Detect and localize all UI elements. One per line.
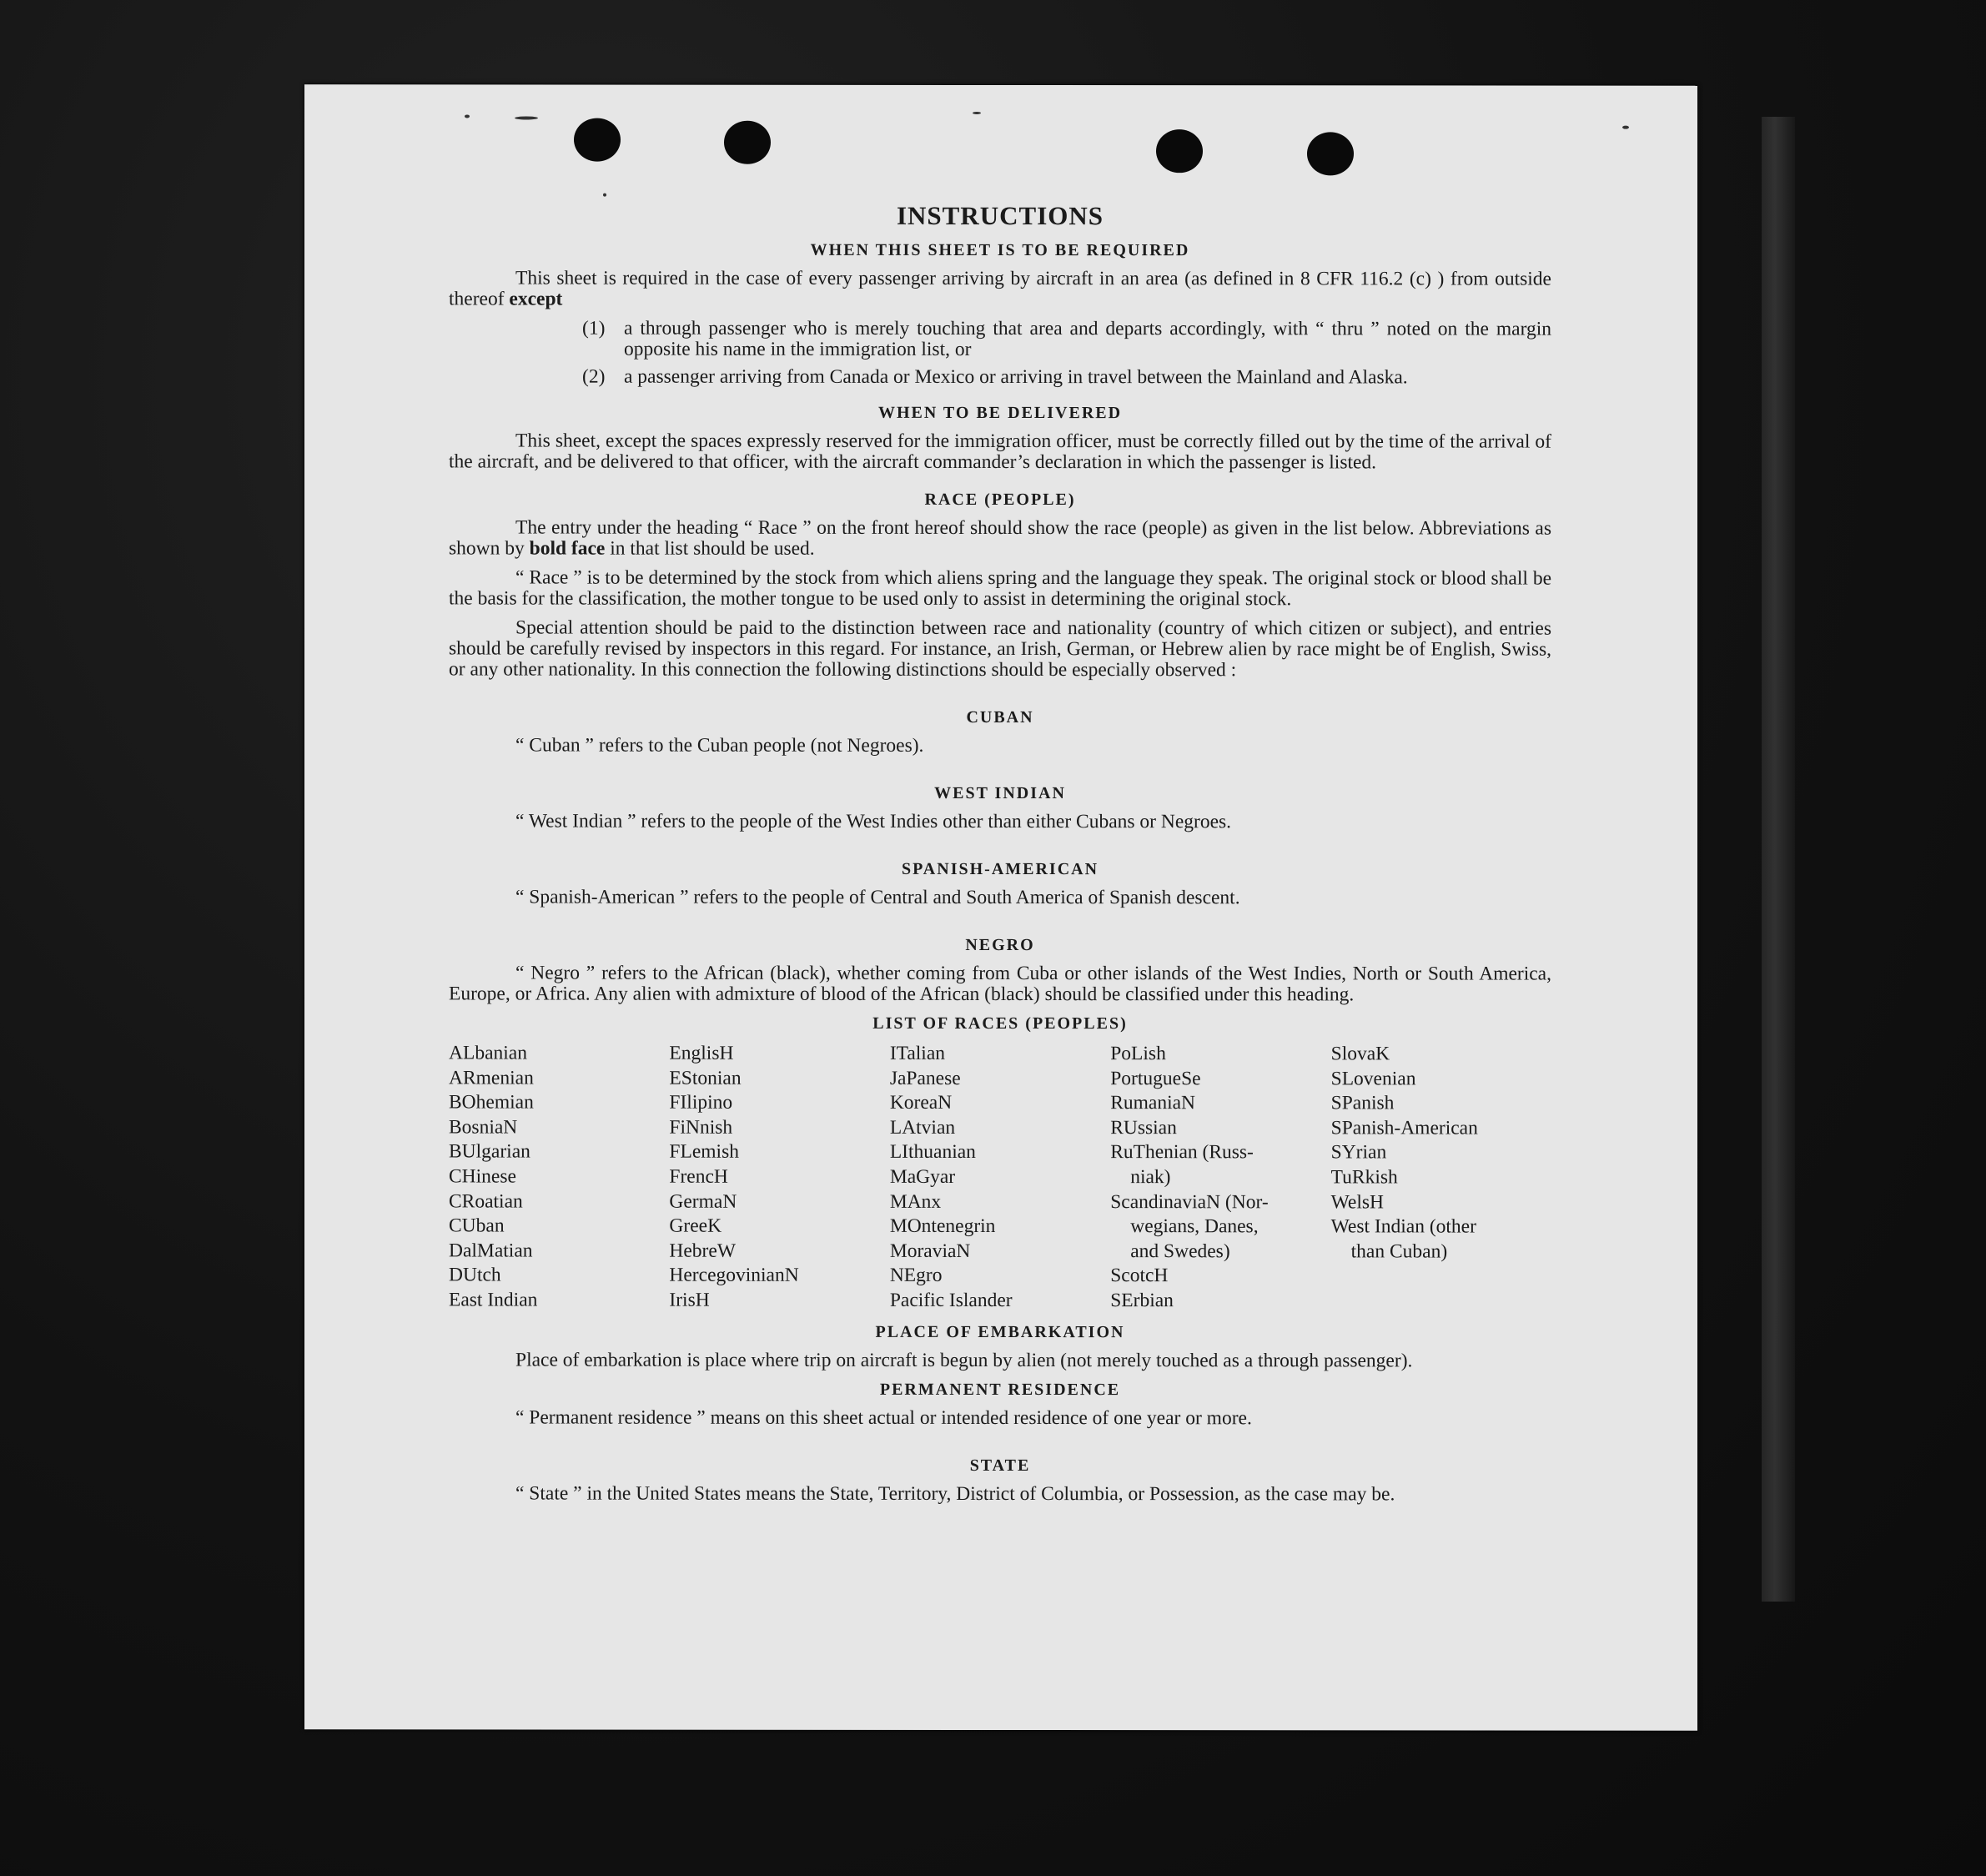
race-entry: SPanish-American (1330, 1117, 1478, 1139)
races-column-2 (669, 1042, 889, 1314)
heading-permanent-residence: PERMANENT RESIDENCE (879, 1380, 1121, 1399)
punch-hole (724, 121, 771, 164)
race-entry: CRoatian (449, 1189, 523, 1213)
spanish-american-text: “ Spanish-American ” refers to the people of Central and South America of Spanish descent. (515, 886, 1240, 909)
race-entry: RumaniaN (1110, 1092, 1196, 1114)
race-entry: DUtch (449, 1264, 501, 1286)
race-entry: FLemish (669, 1141, 739, 1164)
race-entry: KoreaN (889, 1092, 953, 1114)
scan-edge-strip (1762, 117, 1795, 1602)
race-entry: PortugueSe (1110, 1067, 1201, 1089)
heading-west-indian: WEST INDIAN (934, 783, 1066, 803)
race-entry: GreeK (669, 1215, 722, 1237)
race-entry: JaPanese (889, 1067, 961, 1089)
race-entry: RuThenian (Russ- (1110, 1141, 1254, 1164)
races-column-5 (1331, 1042, 1551, 1314)
race-entry: WelsH (1330, 1190, 1384, 1213)
race-entry: FrencH (669, 1165, 728, 1188)
race-entry: LAtvian (889, 1116, 956, 1139)
race-entry: West Indian (other (1330, 1215, 1476, 1238)
race-entry: PoLish (1110, 1043, 1166, 1065)
ink-speck (603, 194, 606, 197)
exception-item-1: (1) a through passenger who is merely touching that area and departs accordingly, with “ thru ” noted on the margin opposite his name in the immigration list, or (582, 317, 1551, 360)
race-entry: ALbanian (449, 1042, 527, 1064)
heading-list-of-races: LIST OF RACES (PEOPLES) (872, 1013, 1128, 1034)
race-entry: ScotcH (1110, 1265, 1169, 1287)
embarkation-text: Place of embarkation is place where trip on aircraft is begun by alien (not merely touched as a through passenger). (515, 1349, 1413, 1371)
race-entry: ScandinaviaN (Nor- (1110, 1190, 1269, 1213)
race-entry: niak) (1130, 1166, 1171, 1189)
race-entry: EnglisH (669, 1042, 734, 1064)
when-required-intro: This sheet is required in the case of every passenger arriving by aircraft in an area (as defined in 8 CFR 116.2 (c) ) from outside thereof except (449, 267, 1551, 310)
heading-when-delivered: WHEN TO BE DELIVERED (877, 403, 1123, 423)
when-delivered-text: This sheet, except the spaces expressly reserved for the immigration officer, must be correctly filled out by the time of the arrival of the aircraft, and be delivered to that officer, with the aircraft commander’s declaration in which the passenger is listed. (449, 430, 1551, 474)
race-entry: BosniaN (449, 1116, 518, 1139)
instructions-content (449, 201, 1551, 1513)
race-entry: SPanish (1330, 1092, 1395, 1114)
race-entry: LIthuanian (889, 1141, 976, 1164)
race-entry: ITalian (889, 1042, 946, 1064)
race-entry: CUban (449, 1215, 505, 1237)
heading-negro: NEGRO (965, 935, 1035, 955)
permanent-residence-text: “ Permanent residence ” means on this sheet actual or intended residence of one year or more. (515, 1406, 1252, 1429)
heading-embarkation: PLACE OF EMBARKATION (875, 1322, 1125, 1341)
race-entry: FiNnish (669, 1116, 733, 1139)
race-entry: RUssian (1110, 1116, 1177, 1139)
negro-text: “ Negro ” refers to the African (black), whether coming from Cuba or other islands of the West Indies, North or South America, Europe, or Africa. Any alien with admixture of blood of the African (black) should be classified under this heading. (449, 962, 1551, 1006)
punch-hole (1307, 132, 1354, 175)
races-column-1 (449, 1041, 669, 1313)
heading-spanish-american: SPANISH-AMERICAN (901, 859, 1099, 879)
races-list (449, 1041, 1551, 1314)
race-entry: SlovaK (1330, 1043, 1390, 1065)
ink-speck (465, 114, 470, 118)
race-paragraph-1: The entry under the heading “ Race ” on the front hereof should show the race (people) as given in the list below. Abbreviations as shown by bold face in that list should be used. (449, 516, 1551, 560)
ink-speck (973, 112, 981, 114)
race-entry: MaGyar (889, 1165, 956, 1188)
race-entry: HercegovinianN (669, 1264, 799, 1287)
race-entry: East Indian (449, 1289, 538, 1311)
race-paragraph-3: Special attention should be paid to the distinction between race and nationality (country of which citizen or subject), and entries should be carefully revised by inspectors in this regard. For instance, an Irish, German, or Hebrew alien by race might be of English, Swiss, or any other nationality. In this connection the following distinctions should be especially observed : (449, 616, 1551, 681)
race-entry: wegians, Danes, (1130, 1215, 1259, 1238)
race-entry: than Cuban) (1350, 1240, 1448, 1263)
race-paragraph-2: “ Race ” is to be determined by the stock from which aliens spring and the language they speak. The original stock or blood shall be the basis for the classification, the mother tongue to be used only to assist in determining the original stock. (449, 566, 1551, 611)
heading-when-required: WHEN THIS SHEET IS TO BE REQUIRED (810, 240, 1190, 260)
race-entry: ARmenian (449, 1067, 534, 1089)
race-entry: GermaN (669, 1190, 737, 1213)
state-text: “ State ” in the United States means the State, Territory, District of Columbia, or Possession, as the case may be. (515, 1482, 1395, 1505)
race-entry: MAnx (889, 1190, 942, 1213)
race-entry: HebreW (669, 1240, 736, 1262)
exception-item-2: (2) a passenger arriving from Canada or Mexico or arriving in travel between the Mainland and Alaska. (582, 365, 1408, 389)
punch-hole (574, 118, 621, 162)
west-indian-text: “ West Indian ” refers to the people of the West Indies other than either Cubans or Negroes. (515, 810, 1232, 833)
ink-speck (515, 116, 538, 119)
race-entry: SLovenian (1330, 1067, 1416, 1090)
race-entry: SYrian (1330, 1141, 1387, 1164)
race-entry: MoraviaN (889, 1240, 971, 1262)
race-entry: IrisH (669, 1289, 710, 1311)
race-entry: BOhemian (449, 1091, 534, 1114)
race-entry: Pacific Islander (889, 1289, 1013, 1311)
races-column-4 (1110, 1042, 1330, 1314)
punch-hole (1156, 129, 1203, 173)
race-entry: CHinese (449, 1165, 516, 1188)
race-entry: MOntenegrin (889, 1215, 996, 1238)
race-entry: NEgro (889, 1265, 943, 1287)
heading-race: RACE (PEOPLE) (924, 490, 1076, 510)
race-entry: SErbian (1110, 1290, 1174, 1312)
races-column-3 (890, 1042, 1110, 1314)
heading-cuban: CUBAN (966, 707, 1034, 727)
race-entry: and Swedes) (1130, 1240, 1230, 1262)
race-entry: EStonian (669, 1067, 742, 1089)
race-entry: FIlipino (669, 1091, 733, 1114)
document-sheet (304, 84, 1697, 1730)
page-title: INSTRUCTIONS (896, 200, 1104, 231)
race-entry: TuRkish (1330, 1166, 1398, 1189)
heading-state: STATE (969, 1456, 1031, 1475)
ink-speck (1622, 126, 1629, 129)
race-entry: BUlgarian (449, 1140, 530, 1163)
race-entry: DalMatian (449, 1240, 533, 1262)
cuban-text: “ Cuban ” refers to the Cuban people (not Negroes). (515, 734, 924, 757)
